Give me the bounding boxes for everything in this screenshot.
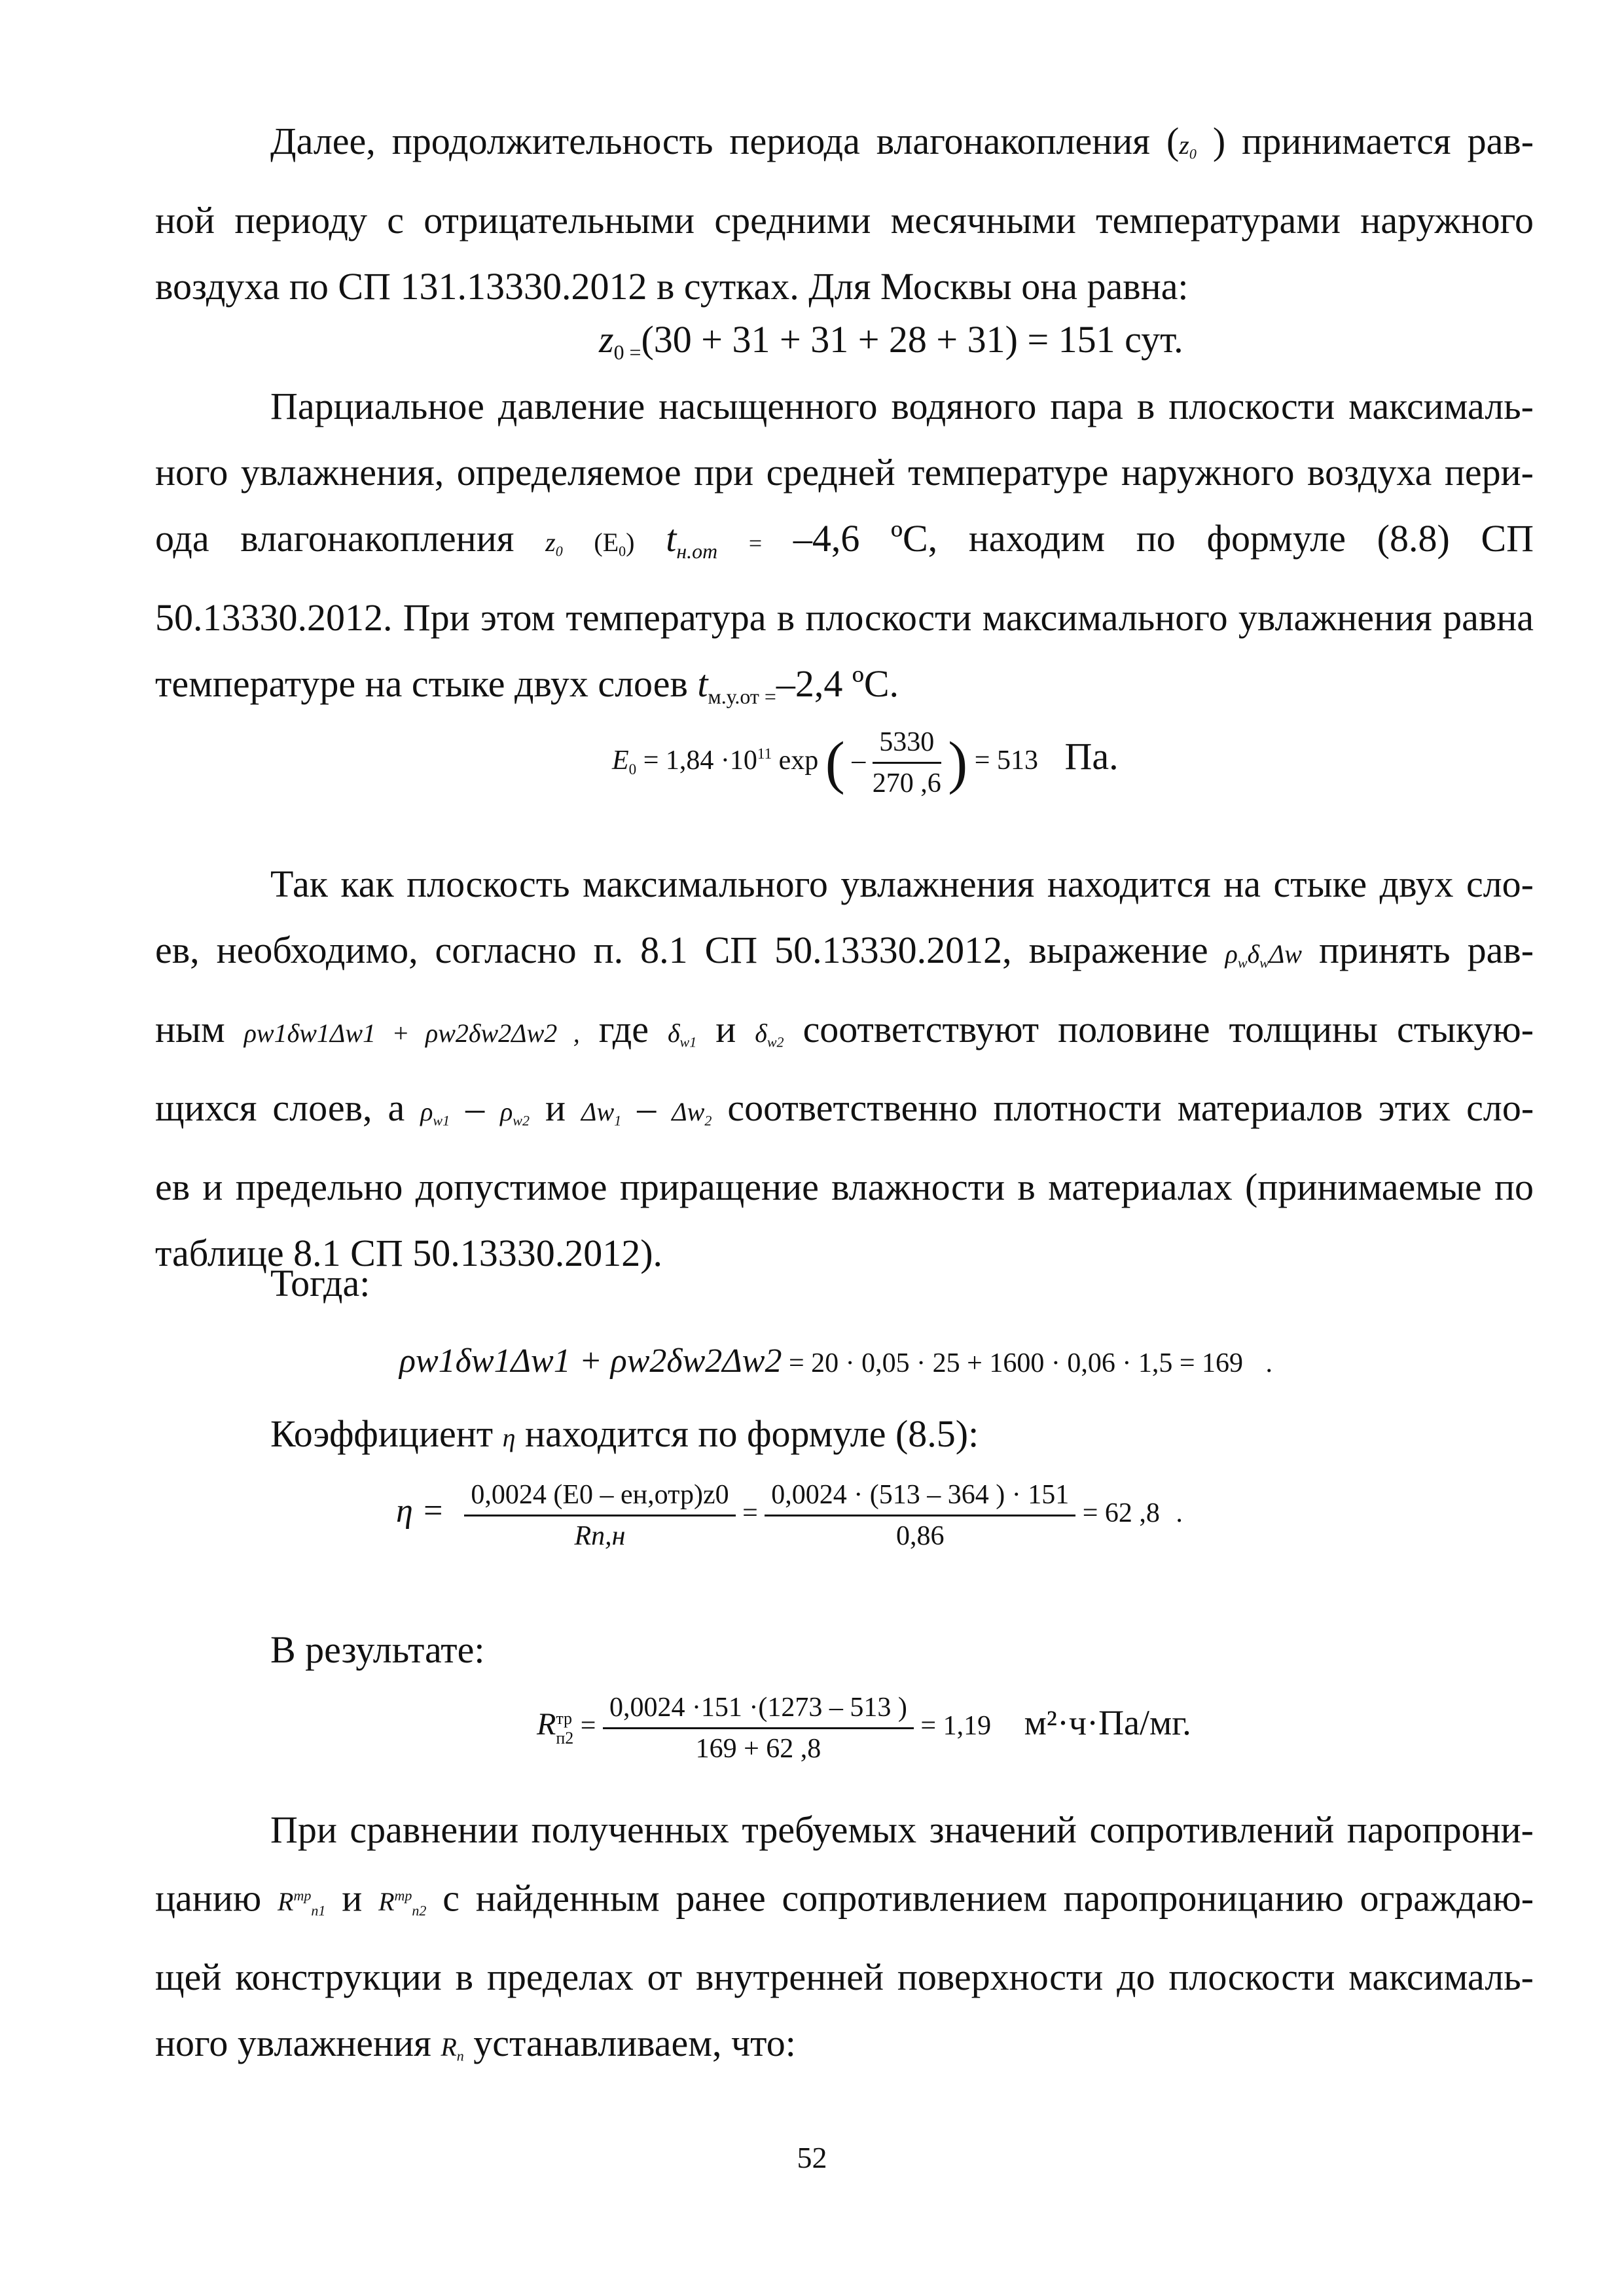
paragraph-2-line-1: Парциальное давление насыщенного водяного пара в плоскости максималь- <box>270 385 1534 427</box>
paragraph-3-line-4: щихся слоев, а $\rho_{w1} - \rho_{w2}$ и $\Delta w_1 - \Delta w_2$ соответственно плотности материалов этих сло- <box>155 1086 1534 1130</box>
paragraph-1-line-3: воздуха по СП 131.13330.2012 в сутках. Для Москвы она равна: <box>155 264 1189 308</box>
paragraph-3-line-2: ев, необходимо, согласно п. 8.1 СП 50.13330.2012, выражение $\rho_w\delta_w\Delta w$ принять рав- <box>155 929 1534 971</box>
formula-sum: ρw1δw1Δw1 + ρw2δw2Δw2 = 20 · 0,05 · 25 + 1600 · 0,06 · 1,5 = 169 . <box>399 1342 1273 1380</box>
paragraph-then <box>155 1250 1534 1316</box>
paragraph-3-line-5: ев и предельно допустимое приращение влажности в материалах (принимаемые по <box>155 1166 1534 1209</box>
page-number: 52 <box>797 2141 827 2174</box>
formula-eta: η = $\frac{\text{0,0024 (E0 – eн,отр)z0}}{Rп,н}$ = $\frac{0,0024 \cdot (513 - 364 ) \cdot 151}{0,86}$ = 62 ,8 . <box>396 1480 1183 1551</box>
paragraph-2-line-4: 50.13330.2012. При этом температура в плоскости максимального увлажнения равна <box>155 596 1534 639</box>
paragraph-coef <box>155 1401 1534 1471</box>
formula-rn2: R тр п2 = $\frac{0,0024 \cdot 151 \cdot(1273 - 513 )}{169 + 62 ,8}$ = 1,19 м²·ч·Па/мг. <box>537 1693 1191 1764</box>
paragraph-7-line-2: цанию $R^{тр}_{п1}$ и $R^{тр}_{п2}$ с найденным ранее сопротивлением паропроницанию ограждаю- <box>155 1876 1534 1920</box>
paragraph-2-line-2: ного увлажнения, определяемое при средней температуре наружного воздуха пери- <box>155 451 1534 493</box>
paragraph-result <box>155 1617 1534 1683</box>
paragraph-1-line-1: Далее, продолжительность периода влагонакопления ($z_0$ ) принимается рав- <box>270 120 1534 162</box>
paragraph-2-line-5: температуре на стыке двух слоев $t_{м.у.от =}-2,4$ ºС. <box>155 662 899 709</box>
paragraph-result-text: В результате: <box>270 1628 485 1671</box>
paragraph-coef-text: Коэффициент η находится по формуле (8.5): <box>270 1412 979 1455</box>
paragraph-then-text: Тогда: <box>270 1262 370 1304</box>
paragraph-2-line-3: ода влагонакопления $z_0$ $(E_0) t_{н.от} = -4,6$ ºС, находим по формуле (8.8) СП <box>155 517 1534 564</box>
formula-z0: $z_{0 =}(30 + 31 + 31 + 28 + 31) = 151$ сут. <box>599 318 1183 365</box>
paragraph-3 <box>155 851 1534 1286</box>
formula-rn2-fraction: $\frac{0,0024 \cdot 151 \cdot(1273 - 513 )}{169 + 62 ,8}$ <box>603 1692 914 1765</box>
paragraph-7-line-1: При сравнении полученных требуемых значений сопротивлений паропрони- <box>270 1808 1534 1851</box>
paragraph-3-line-3: ным ρw1δw1Δw1 + ρw2δw2Δw2 , где $\delta_{w1}$ и $\delta_{w2}$ соответствуют половине толщины стыкую- <box>155 1007 1534 1050</box>
paragraph-1 <box>155 108 1534 319</box>
paragraph-3-line-6: таблице 8.1 СП 50.13330.2012). <box>155 1232 663 1275</box>
paragraph-2 <box>155 373 1534 730</box>
formula-e0-fraction: $\frac{5330}{270 ,6}$ <box>872 727 941 798</box>
paragraph-7 <box>155 1797 1534 2089</box>
formula-eta-fraction-2: $\frac{0,0024 \cdot (513 - 364 ) \cdot 151}{0,86}$ <box>765 1479 1075 1552</box>
formula-e0: $E_0 = 1,84 \cdot 10^{11}$ exp ( – $\frac{5330}{270 ,6}$ ) = 513 Па. <box>612 727 1119 798</box>
paragraph-1-line-2: ной периоду с отрицательными средними месячными температурами наружного <box>155 198 1534 242</box>
paragraph-7-line-4: ного увлажнения $R_п$ устанавливаем, что: <box>155 2022 796 2065</box>
formula-eta-fraction-1: $\frac{\text{0,0024 (E0 – eн,отр)z0}}{Rп,н}$ <box>464 1479 735 1552</box>
paragraph-7-line-3: щей конструкции в пределах от внутренней поверхности до плоскости максималь- <box>155 1956 1534 1999</box>
paragraph-3-line-1: Так как плоскость максимального увлажнения находится на стыке двух сло- <box>270 863 1534 905</box>
